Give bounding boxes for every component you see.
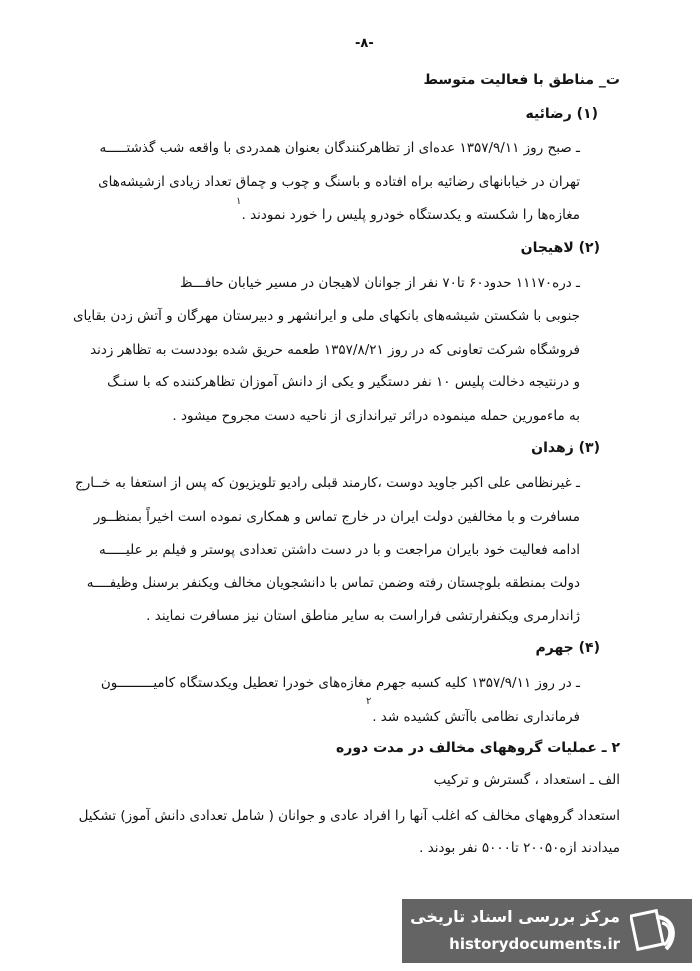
section2-line-1: استعداد گروههای مخالف که اغلب آنها را افراد عادی و جوانان ( شامل تعدادی دانش آموز) تشکیل bbox=[78, 808, 620, 824]
item-title-rezaieh: (۱) رضائیه bbox=[525, 106, 598, 122]
jahrom-line-2: فرمانداری نظامی باآتش کشیده شد . bbox=[372, 709, 580, 725]
item-title-jahrom: (۴) جهرم bbox=[535, 640, 600, 656]
item-title-zahedan: (۳) زهدان bbox=[531, 440, 600, 456]
rezaieh-line-2: تهران در خیابانهای رضائیه براه افتاده و باسنگ و چوب و چماق تعداد زیادی ازشیشه‌های bbox=[98, 174, 580, 190]
section2-subheading: الف ـ استعداد ، گسترش و ترکیب bbox=[433, 772, 620, 788]
page-number: -۸- bbox=[355, 36, 374, 51]
zahedan-line-5: ژاندارمری ویکنفرارتشی فراراست به سایر مناطق استان نیز مسافرت نمایند . bbox=[146, 608, 580, 624]
zahedan-line-2: مسافرت و با مخالفین دولت ایران در خارج تماس و همکاری نموده است اخیراً بمنظــور bbox=[93, 509, 580, 525]
watermark-title: مرکز بررسی اسناد تاریخی bbox=[410, 907, 620, 926]
lahijan-line-1: ـ دره۱۱۱۷۰ حدود۶۰ تا۷۰ نفر از جوانان لاهیجان در مسیر خیابان حافـــظ bbox=[180, 275, 580, 291]
archive-watermark bbox=[402, 899, 692, 963]
lahijan-line-4: و درنتیجه دخالت پلیس ۱۰ نفر دستگیر و یکی از دانش آموزان تظاهرکننده که با سنـگ bbox=[107, 374, 580, 390]
jahrom-line-1: ـ در روز ۱۳۵۷/۹/۱۱ کلیه کسبه جهرم مغازه‌های خودرا تعطیل ویکدستگاه کامیـــــــــون bbox=[100, 675, 580, 691]
section2-heading: ۲ ـ عملیات گروههای مخالف در مدت دوره bbox=[336, 740, 620, 756]
section2-line-2: میدادند ازه۲۰۰۵۰ تا۵۰۰۰ نفر بودند . bbox=[419, 840, 620, 856]
lahijan-line-2: جنوبی با شکستن شیشه‌های بانکهای ملی و ایرانشهر و دبیرستان مهرگان و آتش زدن بقایای bbox=[72, 308, 580, 324]
item-title-lahijan: (۲) لاهیجان bbox=[520, 240, 600, 256]
footnote-marker-1: ۱ bbox=[236, 196, 242, 207]
rezaieh-line-3: مغازه‌ها را شکسته و یکدستگاه خودرو پلیس را خورد نمودند . bbox=[241, 207, 580, 223]
zahedan-line-4: دولت بمنطقه بلوچستان رفته وضمن تماس با دانشجویان مخالف ویکنفر برسنل وظیفــــه bbox=[86, 575, 580, 591]
zahedan-line-3: ادامه فعالیت خود بایران مراجعت و با در دست داشتن تعدادی پوستر و فیلم بر علیـــــه bbox=[99, 542, 580, 558]
footnote-marker-2: ۲ bbox=[366, 696, 372, 707]
lahijan-line-3: فروشگاه شرکت تعاونی که در روز ۱۳۵۷/۸/۲۱ طعمه حریق شده بوددست به تظاهر زدند bbox=[90, 342, 580, 358]
watermark-url: historydocuments.ir bbox=[449, 935, 620, 953]
zahedan-line-1: ـ غیرنظامی علی اکبر جاوید دوست ،کارمند قبلی رادیو تلویزیون که پس از استعفا به خــارج bbox=[75, 475, 580, 491]
section-heading: ت_ مناطق با فعالیت متوسط bbox=[423, 72, 620, 88]
rezaieh-line-1: ـ صبح روز ۱۳۵۷/۹/۱۱ عده‌ای از تظاهرکنندگان بعنوان همدردی با واقعه شب گذشتـــــه bbox=[99, 140, 580, 156]
document-archive-logo-icon bbox=[630, 907, 682, 955]
lahijan-line-5: به ماءمورین حمله مینموده دراثر تیراندازی از ناحیه دست مجروح میشود . bbox=[172, 408, 580, 424]
